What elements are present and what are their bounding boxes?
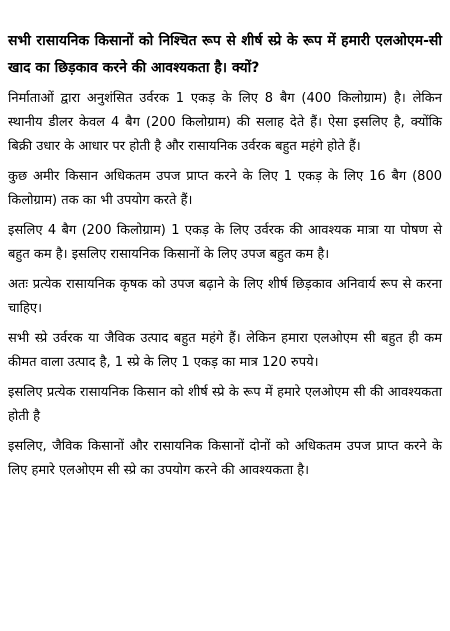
- document-heading: सभी रासायनिक किसानों को निश्चित रूप से शीर्ष स्प्रे के रूप में हमारी एलओएम-सी खाद का छिड़काव करने की आवश्यकता है। क्यों?: [8, 33, 442, 76]
- paragraph-low-cost-product: सभी स्प्रे उर्वरक या जैविक उत्पाद बहुत महंगे हैं। लेकिन हमारा एलओएम सी बहुत ही कम कीमत वाला उत्पाद है, 1 स्प्रे के लिए 1 एकड़ का मात्र 120 रुपये।: [8, 331, 442, 370]
- paragraph-top-spray-required: अतः प्रत्येक रासायनिक कृषक को उपज बढ़ाने के लिए शीर्ष छिड़काव अनिवार्य रूप से करना चाहिए।: [8, 277, 442, 316]
- paragraph-every-farmer-needs: इसलिए प्रत्येक रासायनिक किसान को शीर्ष स्प्रे के रूप में हमारे एलओएम सी की आवश्यकता होती है: [8, 385, 442, 424]
- paragraph-conclusion: इसलिए, जैविक किसानों और रासायनिक किसानों दोनों को अधिकतम उपज प्राप्त करने के लिए हमारे एलओएम सी स्प्रे का उपयोग करने की आवश्यकता है।: [8, 439, 442, 478]
- paragraph-fertilizer-recommendation: निर्माताओं द्वारा अनुशंसित उर्वरक 1 एकड़ के लिए 8 बैग (400 किलोग्राम) है। लेकिन स्थानीय डीलर केवल 4 बैग (200 किलोग्राम) की सलाह देते हैं। ऐसा इसलिए है, क्योंकि बिक्री उधार के आधार पर होती है और रासायनिक उर्वरक बहुत महंगे होते हैं।: [8, 91, 442, 154]
- paragraph-low-yield: इसलिए 4 बैग (200 किलोग्राम) 1 एकड़ के लिए उर्वरक की आवश्यक मात्रा या पोषण से बहुत कम है। इसलिए रासायनिक किसानों के लिए उपज बहुत कम है।: [8, 223, 442, 262]
- paragraph-rich-farmers: कुछ अमीर किसान अधिकतम उपज प्राप्त करने के लिए 1 एकड़ के लिए 16 बैग (800 किलोग्राम) तक का भी उपयोग करते हैं।: [8, 169, 442, 208]
